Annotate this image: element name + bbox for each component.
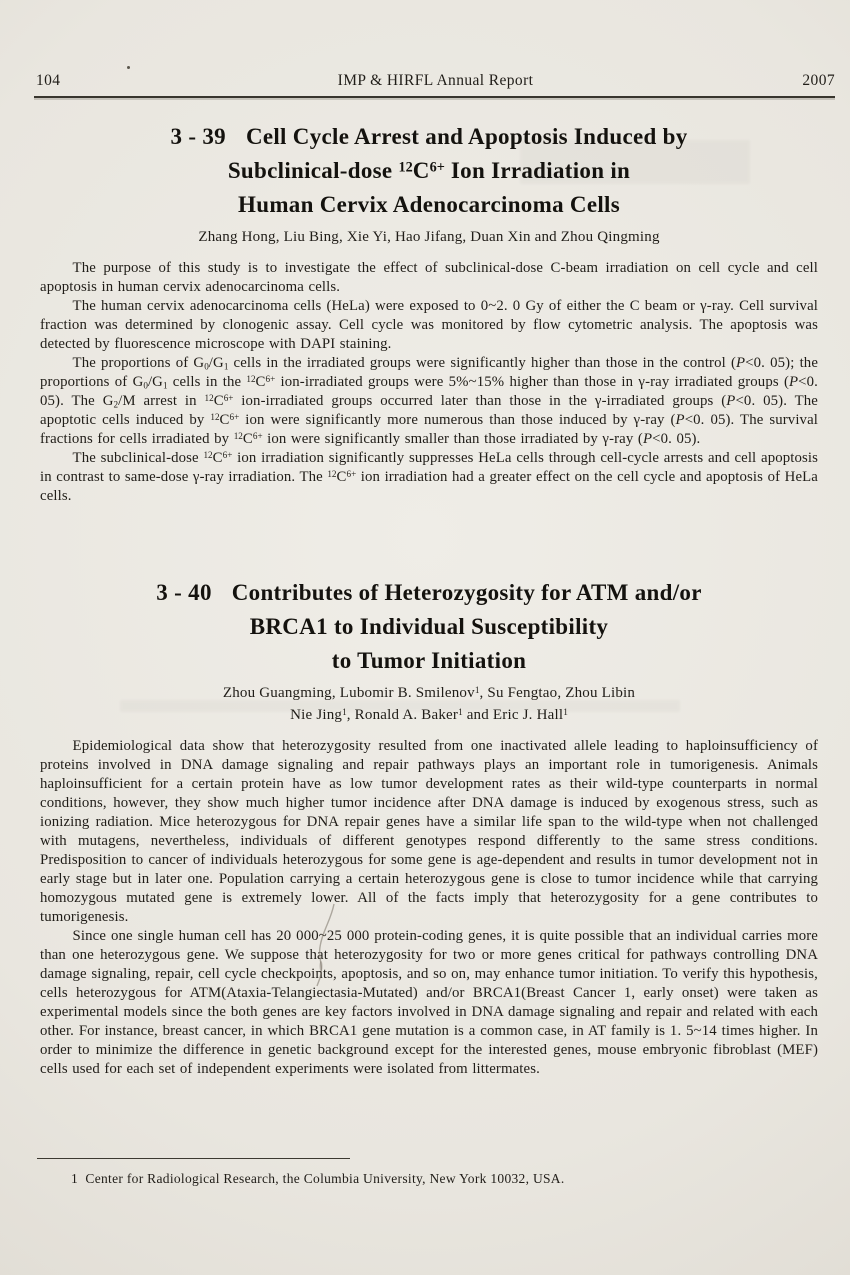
scan-speck-artifact <box>127 66 130 69</box>
page-content <box>40 112 818 1079</box>
journal-title: IMP & HIRFL Annual Report <box>337 72 534 89</box>
article-body <box>40 259 818 506</box>
paragraph: The proportions of $G_0/G_1$ cells in the irradiated groups were significantly higher than those in the control (P<0. 05); the proportions of $G_0/G_1$ cells in the $^{12}C^{6+}$ ion-irradiated groups were 5%~15% higher than those in γ-ray irradiated groups (P<0. 05). The $G_2/M$ arrest in $^{12}C^{6+}$ ion-irradiated groups occurred later than those in the γ-irradiated groups (P<0. 05). The apoptotic cells induced by $^{12}C^{6+}$ ion were significantly more numerous than those induced by γ-ray (P<0. 05). The survival fractions for cells irradiated by $^{12}C^{6+}$ ion were significantly smaller than those irradiated by γ-ray (P<0. 05). <box>40 355 819 447</box>
footnote-block <box>37 1158 817 1187</box>
paragraph: The subclinical-dose $^{12}C^{6+}$ ion irradiation significantly suppresses HeLa cells through cell-cycle arrests and cell apoptosis in contrast to same-dose γ-ray irradiation. The $^{12}C^{6+}$ ion irradiation had a greater effect on the cell cycle and apoptosis of HeLa cells. <box>40 449 818 504</box>
article-title <box>40 120 818 222</box>
article-title <box>40 576 818 678</box>
paragraph: Since one single human cell has 20 000~25 000 protein-coding genes, it is quite possible that an individual carries more than one heterozygous gene. We suppose that heterozygosity for two or more genes critical for pathways controlling DNA damage signaling, repair, cell cycle checkpoints, apoptosis, and so on, may enhance tumor initiation. To verify this hypothesis, cells heterozygous for ATM(Ataxia-Telangiectasia-Mutated) and/or BRCA1(Breast Cancer 1, early onset) were taken as experimental models since the both genes are key factors involved in DNA damage signaling and repair and related with each other. For instance, breast cancer, in which BRCA1 gene mutation is a common case, in AT family is 1. 5~14 times higher. In order to minimize the difference in genetic background except for the interested genes, mouse embryonic fibroblast (MEF) cells used for each set of independent experiments were isolated from littermates. <box>40 928 818 1077</box>
running-header <box>36 72 835 90</box>
article-number: 3 - 40 <box>156 580 212 605</box>
page-number: 104 <box>36 72 61 89</box>
paragraph: Epidemiological data show that heterozygosity resulted from one inactivated allele leading to haploinsufficiency of proteins involved in DNA damage signaling and repair pathways plays an important role in tumorigenesis. Animals haploinsufficient for a certain protein have as low tumor development rates as their wild-type counterparts in normal conditions, however, they show much higher tumor incidence after DNA damage is induced by exogenous stress, such as ionizing radiation. Mice heterozygous for DNA repair genes have a similar life span to the wild-type when not challenged with mutagens, nevertheless, individuals of different genotypes respond differently to the same stress conditions. Predisposition to cancer of individuals heterozygous for some gene is age-dependent and results in tumor development not in early stage but in later one. Population carrying a certain heterozygous gene is close to tumor incidence while that carrying homozygous mutated gene is extremely lower. All of the facts imply that heterozygosity for a gene contributes to tumorigenesis. <box>40 738 818 925</box>
footnote-text: 1 Center for Radiological Research, the Columbia University, New York 10032, USA. <box>71 1171 565 1186</box>
article-body <box>40 737 818 1079</box>
paragraph: The human cervix adenocarcinoma cells (HeLa) were exposed to 0~2. 0 Gy of either the C beam or γ-ray. Cell survival fraction was determined by clonogenic assay. Cell cycle was monitored by flow cytometric analysis. The apoptosis was detected by fluorescence microscope with DAPI staining. <box>40 298 818 352</box>
article-title-text: Cell Cycle Arrest and Apoptosis Induced by Subclinical-dose $^{12}C^{6+}$ Ion Irradiation in Human Cervix Adenocarcinoma Cells <box>227 124 688 217</box>
article-3-39 <box>40 120 818 506</box>
article-authors: Zhou Guangming, Lubomir B. Smilenov$^1$, Su Fengtao, Zhou Libin Nie Jing$^1$, Ronald A. Baker$^1$ and Eric J. Hall$^1$ <box>222 685 636 723</box>
header-rule <box>34 96 835 98</box>
paragraph: The purpose of this study is to investigate the effect of subclinical-dose C-beam irradiation on cell cycle and cell apoptosis in human cervix adenocarcinoma cells. <box>40 260 818 295</box>
article-authors: Zhang Hong, Liu Bing, Xie Yi, Hao Jifang, Duan Xin and Zhou Qingming <box>198 229 660 245</box>
article-number: 3 - 39 <box>170 124 226 149</box>
article-title-text: Contributes of Heterozygosity for ATM and/or BRCA1 to Individual Susceptibility to Tumor Initiation <box>231 580 702 673</box>
year: 2007 <box>802 72 835 89</box>
footnote-rule <box>37 1158 350 1159</box>
article-3-40 <box>40 576 818 1079</box>
